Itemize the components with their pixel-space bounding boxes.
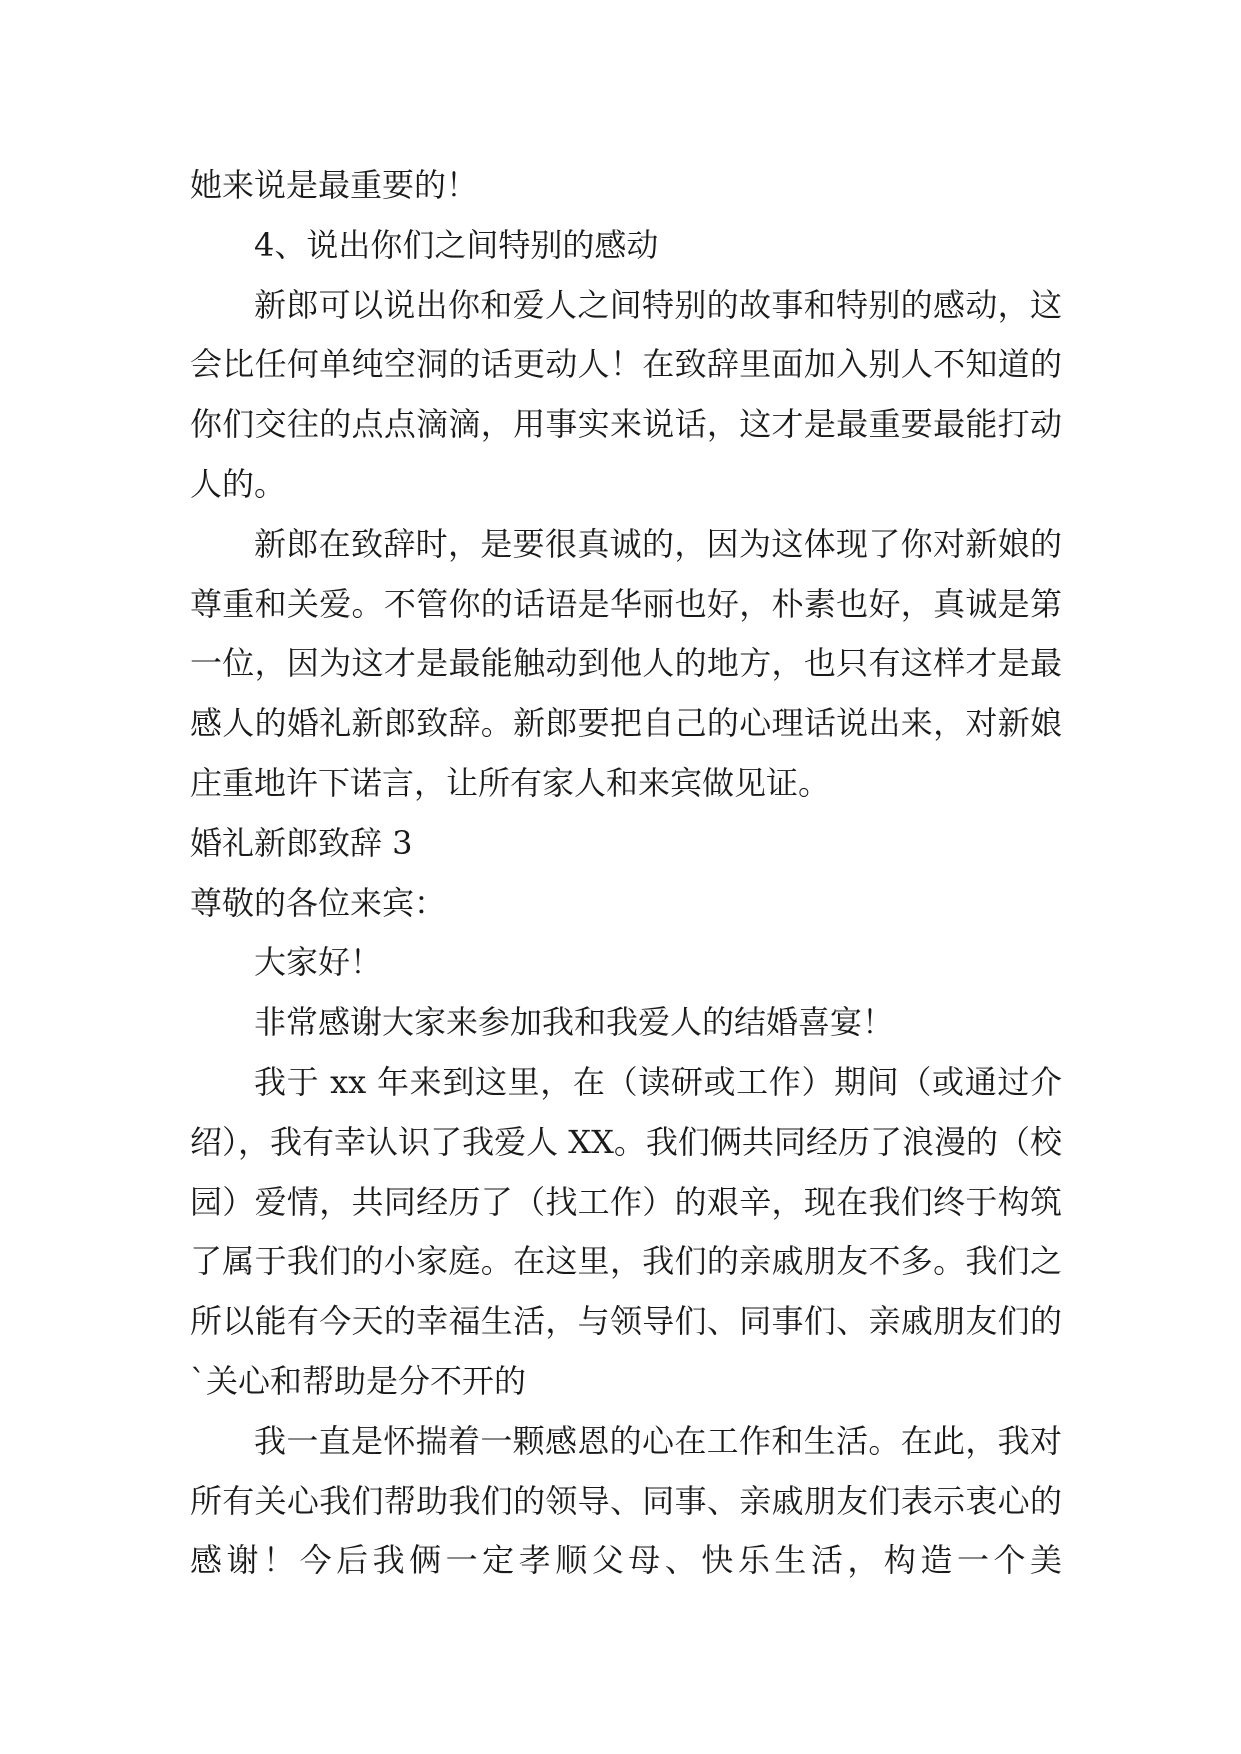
document-body — [190, 156, 1062, 1591]
speech-title: 婚礼新郎致辞 3 — [190, 823, 413, 862]
paragraph-thanks: 非常感谢大家来参加我和我爱人的结婚喜宴！ — [254, 1003, 895, 1042]
paragraph-special-moments: 新郎可以说出你和爱人之间特别的故事和特别的感动，这会比任何单纯空洞的话更动人！在致辞里面加入别人不知道的你们交往的点点滴滴，用事实来说话，这才是最重要最能打动人的。 — [190, 285, 1062, 503]
greeting: 大家好！ — [254, 943, 383, 982]
paragraph-gratitude: 我一直是怀揣着一颗感恩的心在工作和生活。在此，我对所有关心我们帮助我们的领导、同事、亲戚朋友们表示衷心的感谢！今后我俩一定孝顺父母、快乐生活，构造一个美 — [190, 1421, 1062, 1580]
paragraph-story: 我于 xx 年来到这里，在（读研或工作）期间（或通过介绍），我有幸认识了我爱人 XX。我们俩共同经历了浪漫的（校园）爱情，共同经历了（找工作）的艰辛，现在我们终于构筑了属于我们的小家庭。在这里，我们的亲戚朋友不多。我们之所以能有今天的幸福生活，与领导们、同事们、亲戚朋友们的`关心和帮助是分不开的 — [190, 1062, 1062, 1400]
section-heading-4: 4、说出你们之间特别的感动 — [254, 225, 659, 264]
paragraph-sincerity: 新郎在致辞时，是要很真诚的，因为这体现了你对新娘的尊重和关爱。不管你的话语是华丽也好，朴素也好，真诚是第一位，因为这才是最能触动到他人的地方，也只有这样才是最感人的婚礼新郎致辞。新郎要把自己的心理话说出来，对新娘庄重地许下诺言，让所有家人和来宾做见证。 — [190, 524, 1062, 802]
paragraph-continuation: 她来说是最重要的！ — [190, 166, 479, 204]
salutation: 尊敬的各位来宾： — [190, 883, 447, 922]
